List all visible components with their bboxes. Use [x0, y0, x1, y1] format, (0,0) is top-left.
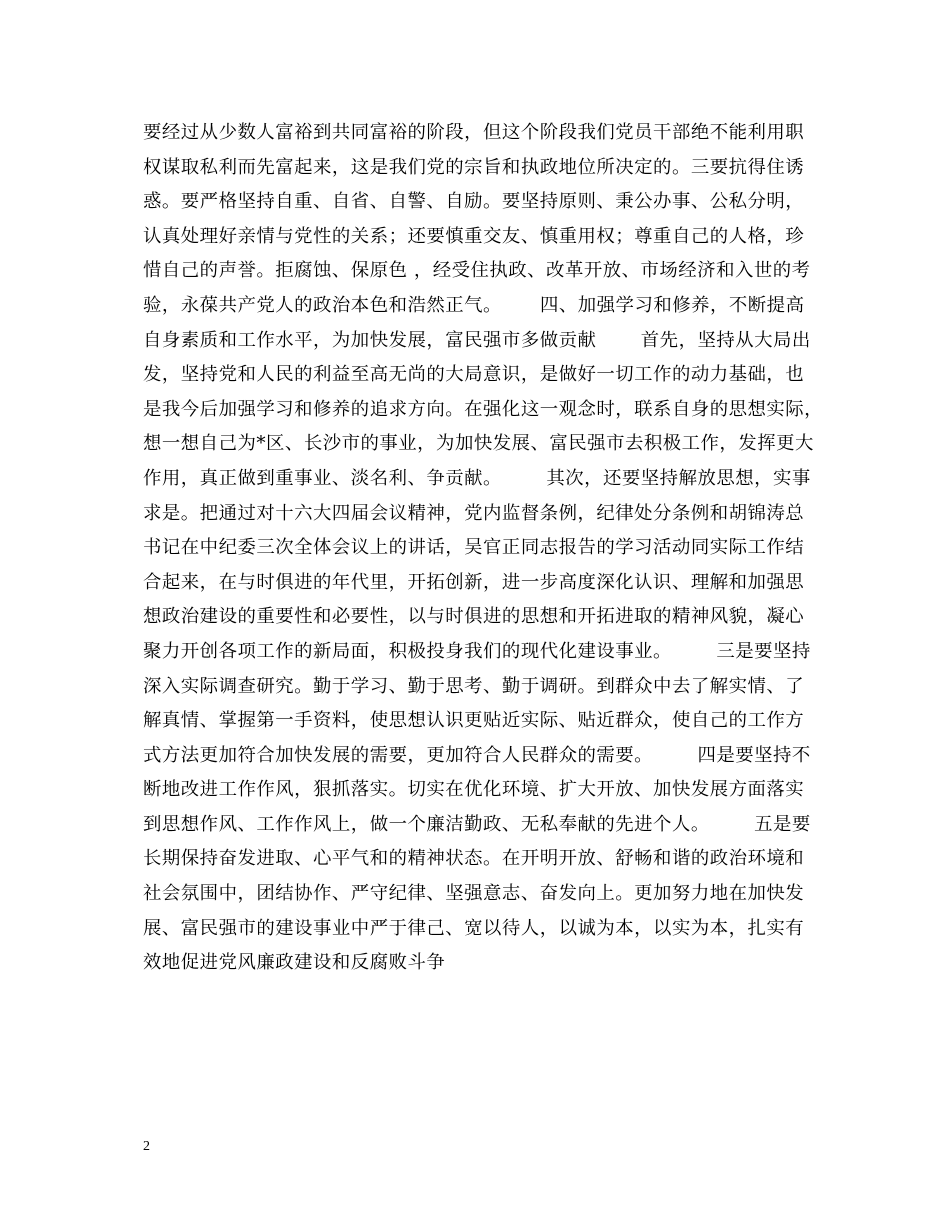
text-line: 聚力开创各项工作的新局面，积极投身我们的现代化建设事业。 三是要坚持: [143, 640, 811, 662]
text-line: 深入实际调查研究。勤于学习、勤于思考、勤于调研。到群众中去了解实情、了: [143, 675, 805, 697]
text-line: 验，永葆共产党人的政治本色和浩然正气。 四、加强学习和修养，不断提高: [143, 294, 805, 316]
page-number: 2: [143, 1139, 150, 1154]
text-line: 作用，真正做到重事业、淡名利、争贡献。 其次，还要坚持解放思想，实事: [143, 467, 811, 489]
text-line: 惑。要严格坚持自重、自省、自警、自励。要坚持原则、秉公办事、公私分明，: [143, 191, 805, 213]
text-line: 到思想作风、工作作风上，做一个廉洁勤政、无私奉献的先进个人。 五是要: [143, 813, 811, 835]
text-line: 是我今后加强学习和修养的追求方向。在强化这一观念时，联系自身的思想实际，: [143, 398, 824, 420]
text-line: 权谋取私利而先富起来，这是我们党的宗旨和执政地位所决定的。三要抗得住诱: [143, 156, 805, 178]
text-line: 社会氛围中，团结协作、严守纪律、坚强意志、奋发向上。更加努力地在加快发: [143, 883, 805, 905]
text-line: 要经过从少数人富裕到共同富裕的阶段，但这个阶段我们党员干部绝不能利用职: [143, 122, 805, 143]
text-line: 式方法更加符合加快发展的需要，更加符合人民群众的需要。 四是要坚持不: [143, 744, 811, 766]
text-line: 认真处理好亲情与党性的关系；还要慎重交友、慎重用权；尊重自己的人格，珍: [143, 225, 805, 247]
text-line: 发，坚持党和人民的利益至高无尚的大局意识，是做好一切工作的动力基础，也: [143, 364, 805, 386]
text-line: 自身素质和工作水平，为加快发展，富民强市多做贡献 首先，坚持从大局出: [143, 329, 811, 351]
text-line: 求是。把通过对十六大四届会议精神，党内监督条例，纪律处分条例和胡锦涛总: [143, 502, 805, 524]
text-line: 合起来，在与时俱进的年代里，开拓创新，进一步高度深化认识、理解和加强思: [143, 571, 805, 593]
document-body: [143, 116, 823, 981]
text-line: 书记在中纪委三次全体会议上的讲话，吴官正同志报告的学习活动同实际工作结: [143, 537, 805, 559]
text-line: 效地促进党风廉政建设和反腐败斗争: [143, 952, 446, 974]
text-line: 长期保持奋发进取、心平气和的精神状态。在开明开放、舒畅和谐的政治环境和: [143, 848, 805, 870]
text-line: 想一想自己为*区、长沙市的事业，为加快发展、富民强市去积极工作，发挥更大: [143, 433, 814, 455]
text-line: 展、富民强市的建设事业中严于律己、宽以待人，以诚为本，以实为本，扎实有: [143, 917, 805, 939]
text-line: 解真情、掌握第一手资料，使思想认识更贴近实际、贴近群众，使自己的工作方: [143, 710, 805, 732]
text-line: 断地改进工作作风，狠抓落实。切实在优化环境、扩大开放、加快发展方面落实: [143, 779, 805, 801]
text-line: 惜自己的声誉。拒腐蚀、保原色 ，经受住执政、改革开放、市场经济和入世的考: [143, 260, 811, 282]
text-line: 想政治建设的重要性和必要性，以与时俱进的思想和开拓进取的精神风貌，凝心: [143, 606, 805, 628]
